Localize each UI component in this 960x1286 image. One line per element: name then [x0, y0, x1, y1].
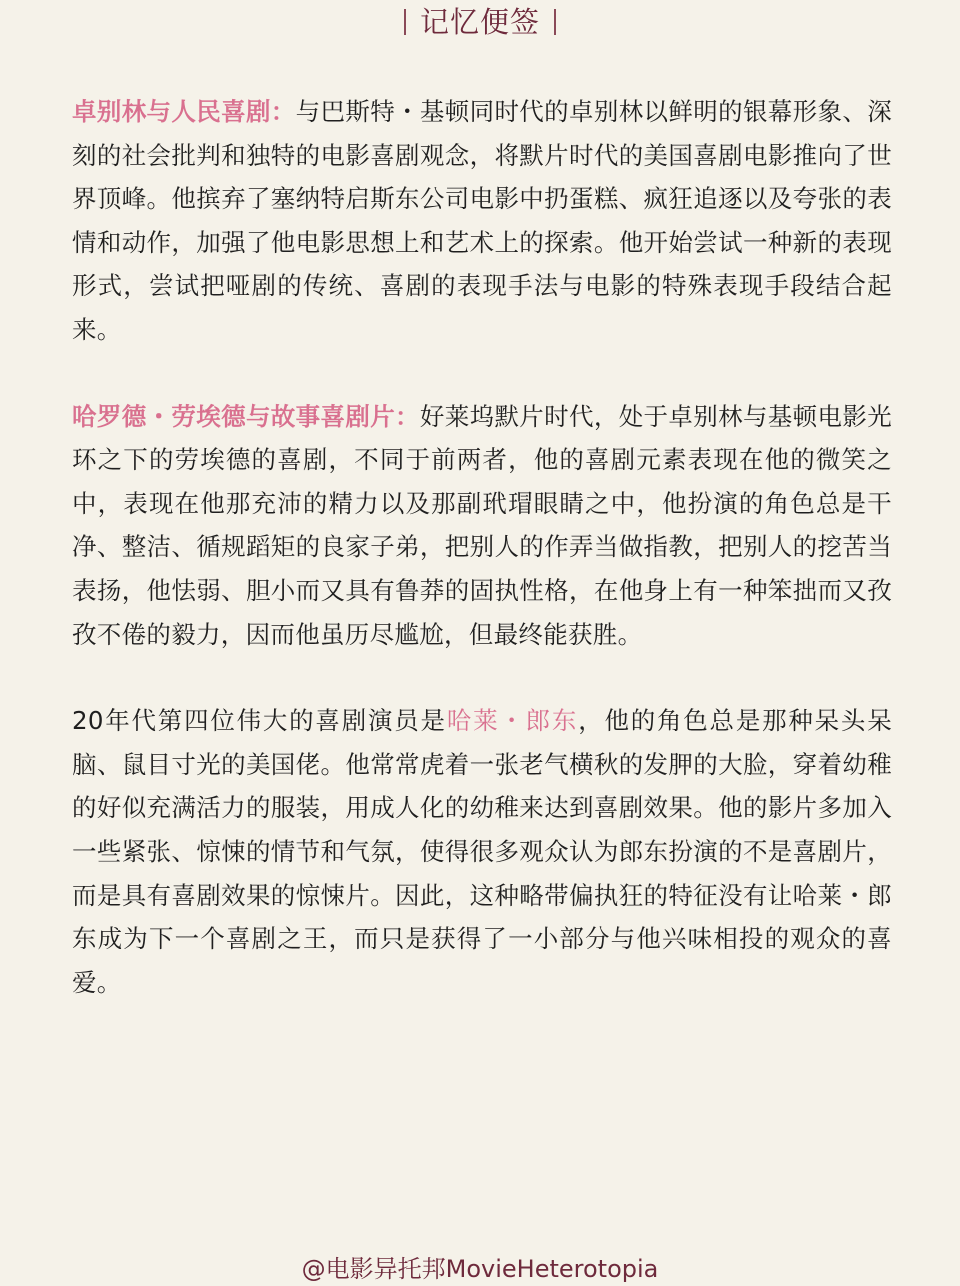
- paragraph-chaplin: [72, 90, 892, 352]
- paragraph-text: ，他的角色总是那种呆头呆脑、鼠目寸光的美国佬。他常常虎着一张老气横秋的发胛的大脸，穿着幼稚的好似充满活力的服装，用成人化的幼稚来达到喜剧效果。他的影片多加入一些紧张、惊悚的情节和气氛，使得很多观众认为郎东扮演的不是喜剧片，而是具有喜剧效果的惊悚片。因此，这种略带偏执狂的特征没有让哈莱・郎东成为下一个喜剧之王，而只是获得了一小部分与他兴味相投的观众的喜爱。: [72, 706, 892, 997]
- note-content: [72, 90, 892, 1047]
- paragraph-text: 好莱坞默片时代，处于卓别林与基顿电影光环之下的劳埃德的喜剧，不同于前两者，他的喜剧元素表现在他的微笑之中，表现在他那充沛的精力以及那副玳瑁眼睛之中，他扮演的角色总是干净、整洁、循规蹈矩的良家子弟，把别人的作弄当做指教，把别人的挖苦当表扬，他怯弱、胆小而又具有鲁莽的固执性格，在他身上有一种笨拙而又孜孜不倦的毅力，因而他虽历尽尴尬，但最终能获胜。: [72, 401, 893, 649]
- paragraph-text: 与巴斯特・基顿同时代的卓别林以鲜明的银幕形象、深刻的社会批判和独特的电影喜剧观念，将默片时代的美国喜剧电影推向了世界顶峰。他摈弃了塞纳特启斯东公司电影中扔蛋糕、疯狂追逐以及夸张的表情和动作，加强了他电影思想上和艺术上的探索。他开始尝试一种新的表现形式，尝试把哑剧的传统、喜剧的表现手法与电影的特殊表现手段结合起来。: [72, 97, 892, 344]
- header-divider-right: [554, 9, 556, 35]
- page-header: [0, 0, 960, 44]
- paragraph-langdon: [72, 699, 892, 1004]
- watermark: @电影异托邦MovieHeterotopia: [301, 1255, 659, 1283]
- header-divider-left: [404, 9, 406, 35]
- paragraph-prefix: 20年代第四位伟大的喜剧演员是: [72, 706, 447, 736]
- page-title: 记忆便签: [419, 4, 540, 39]
- highlight-name-langdon: 哈莱・郎东: [446, 706, 579, 736]
- section-heading-chaplin: 卓别林与人民喜剧：: [72, 97, 296, 126]
- section-heading-lloyd: 哈罗德・劳埃德与故事喜剧片：: [72, 401, 420, 431]
- paragraph-lloyd: [72, 395, 892, 657]
